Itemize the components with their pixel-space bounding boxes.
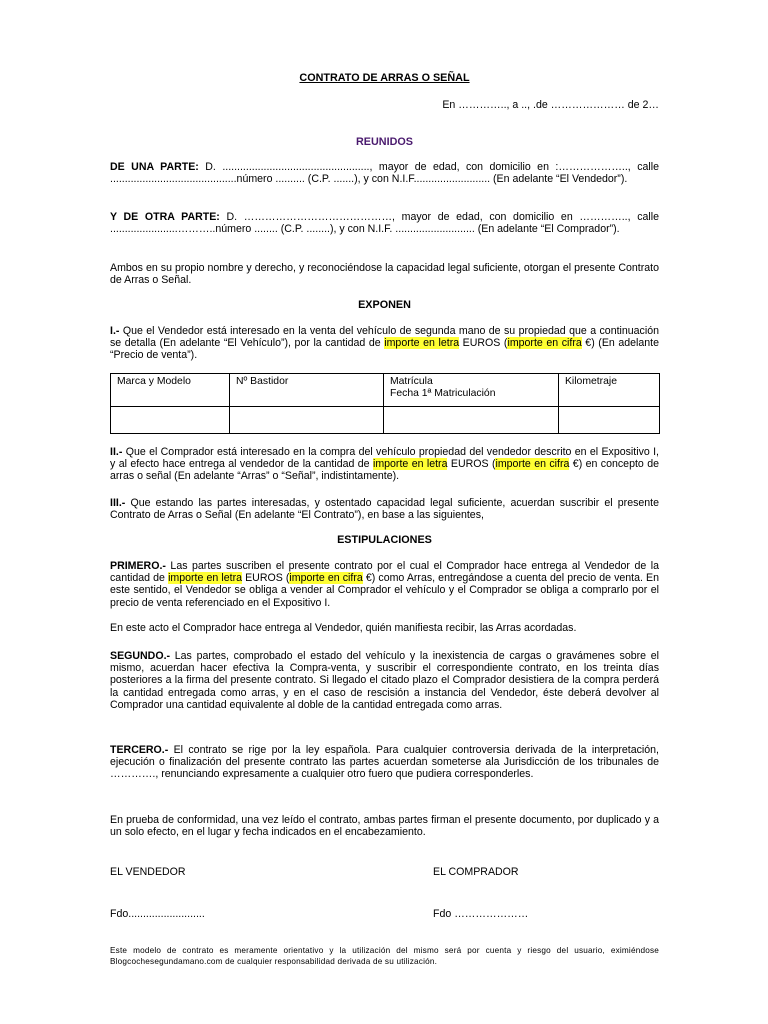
disclaimer-note: Este modelo de contrato es meramente orientativo y la utilización del mismo será por cuenta y riesgo del usuario, eximiéndose Blogcochesegundamano.com de cualquier responsabilidad derivada de su utilización. (110, 946, 659, 966)
expositivo-1-text-b: EUROS ( (459, 337, 508, 350)
first-party-paragraph (110, 161, 659, 185)
buyer-signature-line: Fdo ………………… (433, 908, 529, 920)
expositivo-1-label: I.- (110, 325, 120, 337)
vehicle-table-empty-row (111, 407, 660, 434)
chassis-number-header: Nº Bastidor (236, 376, 289, 387)
expositivo-1-text-c: €) (En adelante “Precio de venta”). (110, 337, 660, 362)
expositivo-2-text-c: €) en concepto de arras o señal (En adelante “Arras” o “Señal”, indistintamente). (110, 458, 659, 483)
vehicle-table-cell (230, 407, 384, 434)
vehicle-table-cell (111, 407, 230, 434)
first-registration-date-header: Fecha 1ª Matriculación (390, 388, 496, 399)
clause-segundo-paragraph (110, 650, 659, 711)
clause-segundo-label: SEGUNDO.- (110, 650, 171, 662)
expositivo-3-label: III.- (110, 497, 126, 509)
vehicle-table-header-cell (111, 374, 230, 407)
clause-primero-text-a: Las partes suscriben el presente contrato por el cual el Comprador hace entrega al Vendedor de la cantidad de (110, 560, 659, 585)
seller-signature-label: EL VENDEDOR (110, 866, 186, 878)
first-party-text: D. .................................................., mayor de edad, con domicilio en :……………….., calle ...........................................número .......... (C.P. .......), y con N.I.F.......................... (En adelante “El Vendedor”). (110, 161, 659, 186)
place-date-line: En ………….., a .., .de ………………… de 2… (442, 99, 659, 111)
document-title: CONTRATO DE ARRAS O SEÑAL (299, 72, 470, 84)
amount-words-placeholder: importe en letra (384, 337, 460, 350)
expositivo-1-paragraph (110, 325, 659, 362)
clause-primero-text-c: €) como Arras, entregándose a cuenta del precio de venta. En este sentido, el Vendedor se obliga a vender al Comprador el vehículo y el Comprador se obliga a comprarlo por el precio de venta referenciado en el Expositivo I. (110, 572, 660, 609)
vehicle-table-header-cell (230, 374, 384, 407)
mileage-header: Kilometraje (565, 376, 617, 387)
expositivo-1-text-a: Que el Vendedor está interesado en la venta del vehículo de segunda mano de su propiedad que a continuación se detalla (En adelante “El Vehículo”), por la cantidad de (110, 325, 659, 350)
second-party-label: Y DE OTRA PARTE: (110, 211, 220, 223)
exponen-heading: EXPONEN (358, 299, 411, 311)
make-model-header: Marca y Modelo (117, 376, 191, 387)
clause-primero-delivery-paragraph: En este acto el Comprador hace entrega al Vendedor, quién manifiesta recibir, las Arras acordadas. (110, 622, 577, 634)
contract-page (110, 0, 659, 1024)
clause-primero-label: PRIMERO.- (110, 560, 166, 572)
clause-tercero-paragraph (110, 744, 659, 781)
amount-words-placeholder: importe en letra (372, 458, 448, 471)
clause-primero-text-b: EUROS ( (242, 572, 290, 585)
clause-tercero-label: TERCERO.- (110, 744, 169, 756)
expositivo-2-label: II.- (110, 446, 123, 458)
clause-tercero-text: El contrato se rige por la ley española. Para cualquier controversia derivada de la interpretación, ejecución o finalización del presente contrato las partes acuerdan someterse ala Jurisdicción de los tribunales de …………., renunciando expresamente a cualquier otro fuero que pudiera corresponderles. (110, 744, 659, 781)
clause-segundo-text: Las partes, comprobado el estado del vehículo y la inexistencia de cargas o gravámenes sobre el mismo, acuerdan hacer efectiva la Compra-venta, y suscribir el correspondiente contrato, en los treinta días posteriores a la firma del presente contrato. Si llegado el citado plazo el Comprador desistiera de la compra perderá la cantidad entregada como arras, y en el caso de rescisión a instancia del Vendedor, éste deberá devolver al Comprador una cantidad equivalente al doble de la cantidad entregada como arras. (110, 650, 659, 711)
registration-header: Matrícula (390, 376, 433, 387)
closing-paragraph: En prueba de conformidad, una vez leído el contrato, ambas partes firman el presente documento, por duplicado y a un solo efecto, en el lugar y fecha indicados en el encabezamiento. (110, 814, 659, 839)
vehicle-table (110, 373, 660, 434)
expositivo-3-paragraph (110, 497, 659, 521)
amount-figure-placeholder: importe en cifra (507, 337, 582, 350)
vehicle-table-header-row (111, 374, 660, 407)
amount-figure-placeholder: importe en cifra (495, 458, 570, 471)
clause-primero-paragraph (110, 560, 659, 609)
estipulaciones-heading: ESTIPULACIONES (337, 534, 432, 546)
vehicle-table-header-cell (384, 374, 559, 407)
amount-figure-placeholder: importe en cifra (289, 572, 363, 585)
second-party-text: D. ……………………………………, mayor de edad, con domicilio en ………….., calle .......................………..número ........ (C.P. ........), y con N.I.F. ........................... (En adelante “El Comprador”). (110, 211, 660, 236)
expositivo-2-text-b: EUROS ( (447, 458, 496, 471)
vehicle-table-header-cell (559, 374, 660, 407)
buyer-signature-label: EL COMPRADOR (433, 866, 519, 878)
both-parties-paragraph: Ambos en su propio nombre y derecho, y reconociéndose la capacidad legal suficiente, otorgan el presente Contrato de Arras o Señal. (110, 262, 659, 287)
expositivo-2-text-a: Que el Comprador está interesado en la compra del vehículo propiedad del vendedor descrito en el Expositivo I, y al efecto hace entrega al vendedor de la cantidad de (110, 446, 659, 471)
seller-signature-line: Fdo.......................... (110, 908, 205, 920)
vehicle-table-cell (384, 407, 559, 434)
reunidos-heading: REUNIDOS (356, 136, 413, 148)
expositivo-2-paragraph (110, 446, 659, 483)
first-party-label: DE UNA PARTE: (110, 161, 199, 173)
vehicle-table-cell (559, 407, 660, 434)
expositivo-3-text: Que estando las partes interesadas, y ostentado capacidad legal suficiente, acuerdan suscribir el presente Contrato de Arras o Señal (En adelante “El Contrato”), en base a las siguientes, (110, 497, 659, 522)
amount-words-placeholder: importe en letra (168, 572, 242, 585)
second-party-paragraph (110, 211, 659, 235)
